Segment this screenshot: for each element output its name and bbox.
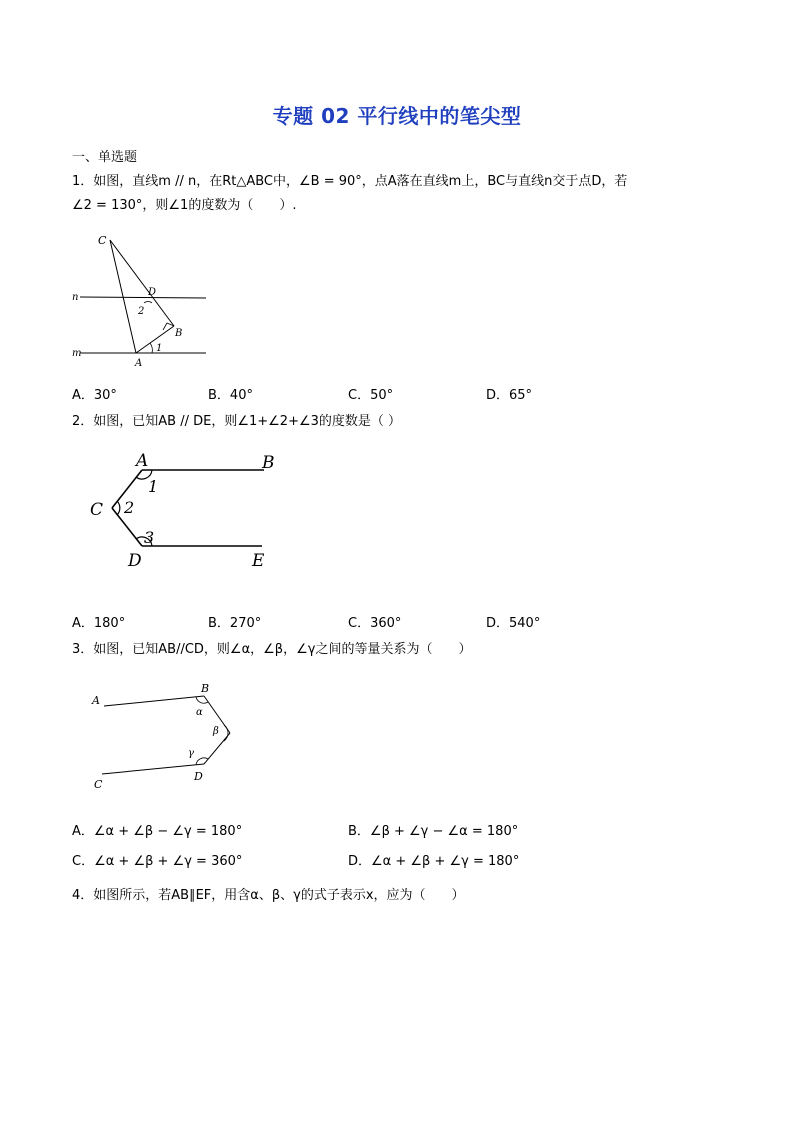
label-b: B [175,328,183,339]
angle-1-arc [150,343,152,353]
label-angle-3: 3 [144,528,155,547]
question-3-text [72,638,732,662]
q2-option-b[interactable]: B．270° [208,616,262,631]
label-a: A [135,358,143,369]
q3-option-a[interactable]: A．∠α + ∠β − ∠γ = 180° [72,824,243,839]
label-a: A [92,694,100,707]
q1-option-c[interactable]: C．50° [348,388,394,403]
line-ab [104,696,204,706]
figure-3-svg [88,678,248,796]
label-b: B [262,453,275,473]
q1-option-d[interactable]: D．65° [486,388,533,403]
label-e: E [252,551,265,571]
beta-arc [224,725,228,741]
alpha-arc [196,697,208,703]
question-4-line-1: 4．如图所示，若AB∥EF，用含α、β、γ的式子表示x，应为（ ） [72,888,465,903]
label-beta: β [213,726,219,737]
label-a: A [136,451,149,471]
label-c: C [94,778,103,791]
label-d: D [194,770,203,783]
angle-2-arc [117,501,120,515]
question-2-figure [86,448,286,577]
label-angle-1: 1 [156,343,163,354]
q2-option-c[interactable]: C．360° [348,616,402,631]
q3-option-b[interactable]: B．∠β + ∠γ − ∠α = 180° [348,824,519,839]
label-alpha: α [196,707,203,718]
label-angle-1: 1 [148,477,159,496]
question-1-line-2: ∠2 = 130°，则∠1的度数为（ ）. [72,198,297,213]
segment-ed [204,733,230,764]
question-3-line-1: 3．如图，已知AB//CD，则∠α，∠β，∠γ之间的等量关系为（ ） [72,642,472,657]
question-1-text [72,170,732,218]
question-2-line-1: 2．如图，已知AB // DE，则∠1+∠2+∠3的度数是（ ） [72,414,402,429]
label-n: n [72,292,79,303]
section-heading: 一、单选题 [72,150,138,165]
q2-option-d[interactable]: D．540° [486,616,541,631]
question-2-text [72,410,732,434]
page-title: 专题 02 平行线中的笔尖型 [272,104,522,128]
figure-2-svg [86,448,286,573]
label-angle-2: 2 [138,306,145,317]
label-b: B [201,682,210,695]
label-c: C [90,500,104,520]
q2-option-a[interactable]: A．180° [72,616,126,631]
label-c: C [98,234,107,247]
question-3-figure [88,678,248,800]
label-angle-2: 2 [124,498,135,517]
question-4-text [72,884,732,908]
line-cd [102,764,204,774]
label-d: D [128,551,142,571]
label-d: D [148,287,157,298]
q1-option-a[interactable]: A．30° [72,388,117,403]
q3-option-d[interactable]: D．∠α + ∠β + ∠γ = 180° [348,854,520,869]
angle-2-arc [144,301,152,303]
line-n [80,297,206,298]
label-m: m [72,348,82,359]
question-1-line-1: 1．如图，直线m // n，在Rt△ABC中，∠B = 90°，点A落在直线m上，BC与直线n交于点D，若 [72,174,628,189]
segment-ab [136,326,174,353]
figure-1-svg [72,232,222,372]
question-1-figure [72,232,222,376]
q3-option-c[interactable]: C．∠α + ∠β + ∠γ = 360° [72,854,243,869]
q1-option-b[interactable]: B．40° [208,388,253,403]
label-gamma: γ [188,748,194,759]
